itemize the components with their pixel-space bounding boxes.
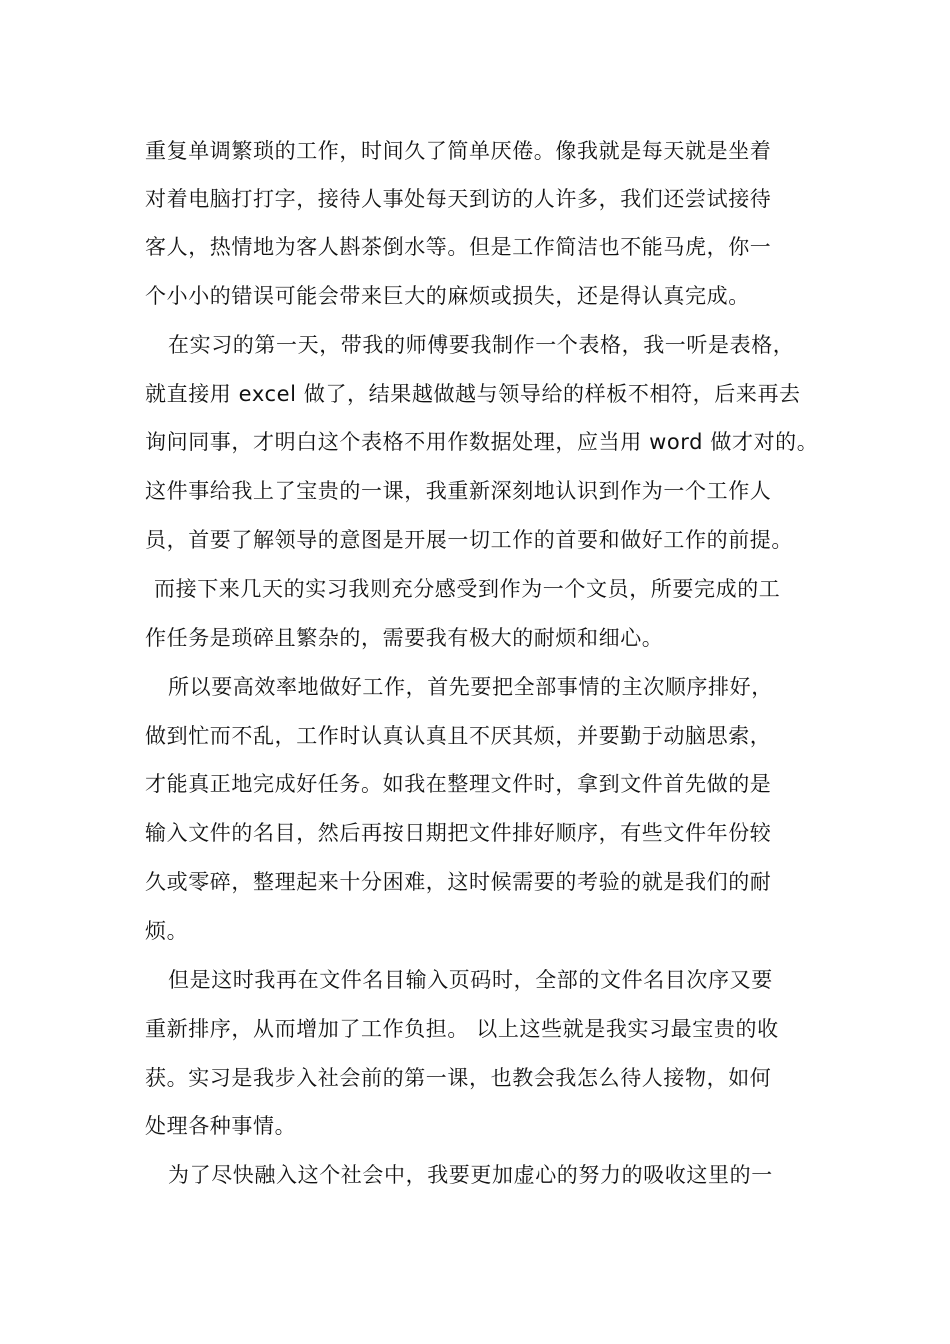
text-line: 个小小的错误可能会带来巨大的麻烦或损失，还是得认真完成。: [145, 284, 750, 308]
text-line: 输入文件的名目，然后再按日期把文件排好顺序，有些文件年份较: [145, 821, 772, 845]
text-line: 重新排序，从而增加了工作负担。 以上这些就是我实习最宝贵的收: [145, 1017, 779, 1041]
text-line: 才能真正地完成好任务。如我在整理文件时，拿到文件首先做的是: [145, 772, 772, 796]
text-line: 但是这时我再在文件名目输入页码时，全部的文件名目次序又要: [168, 968, 773, 992]
text-line: 这件事给我上了宝贵的一课，我重新深刻地认识到作为一个工作人: [145, 479, 772, 503]
text-line: 久或零碎，整理起来十分困难，这时候需要的考验的就是我们的耐: [145, 870, 772, 894]
text-line: 员，首要了解领导的意图是开展一切工作的首要和做好工作的前提。: [145, 528, 793, 552]
text-line: 所以要高效率地做好工作，首先要把全部事情的主次顺序排好，: [168, 675, 773, 699]
text-line: 客人，热情地为客人斟茶倒水等。但是工作简洁也不能马虎，你一: [145, 235, 772, 259]
text-line: 就直接用 excel 做了，结果越做越与领导给的样板不相符，后来再去: [145, 382, 801, 406]
text-line: 作任务是琐碎且繁杂的，需要我有极大的耐烦和细心。: [145, 626, 664, 650]
text-line: 获。实习是我步入社会前的第一课，也教会我怎么待人接物，如何: [145, 1066, 772, 1090]
text-line: 而接下来几天的实习我则充分感受到作为一个文员，所要完成的工: [154, 577, 781, 601]
text-line: 为了尽快融入这个社会中，我要更加虚心的努力的吸收这里的一: [168, 1163, 773, 1187]
text-line: 烦。: [145, 919, 189, 943]
text-line: 处理各种事情。: [145, 1114, 297, 1138]
text-line: 做到忙而不乱，工作时认真认真且不厌其烦，并要勤于动脑思索，: [145, 724, 772, 748]
text-line: 重复单调繁琐的工作，时间久了简单厌倦。像我就是每天就是坐着: [145, 139, 772, 163]
text-line: 对着电脑打打字，接待人事处每天到访的人许多，我们还尝试接待: [145, 187, 772, 211]
text-line: 在实习的第一天，带我的师傅要我制作一个表格，我一听是表格，: [168, 333, 795, 357]
text-line: 询问同事，才明白这个表格不用作数据处理，应当用 word 做才对的。: [145, 430, 819, 454]
